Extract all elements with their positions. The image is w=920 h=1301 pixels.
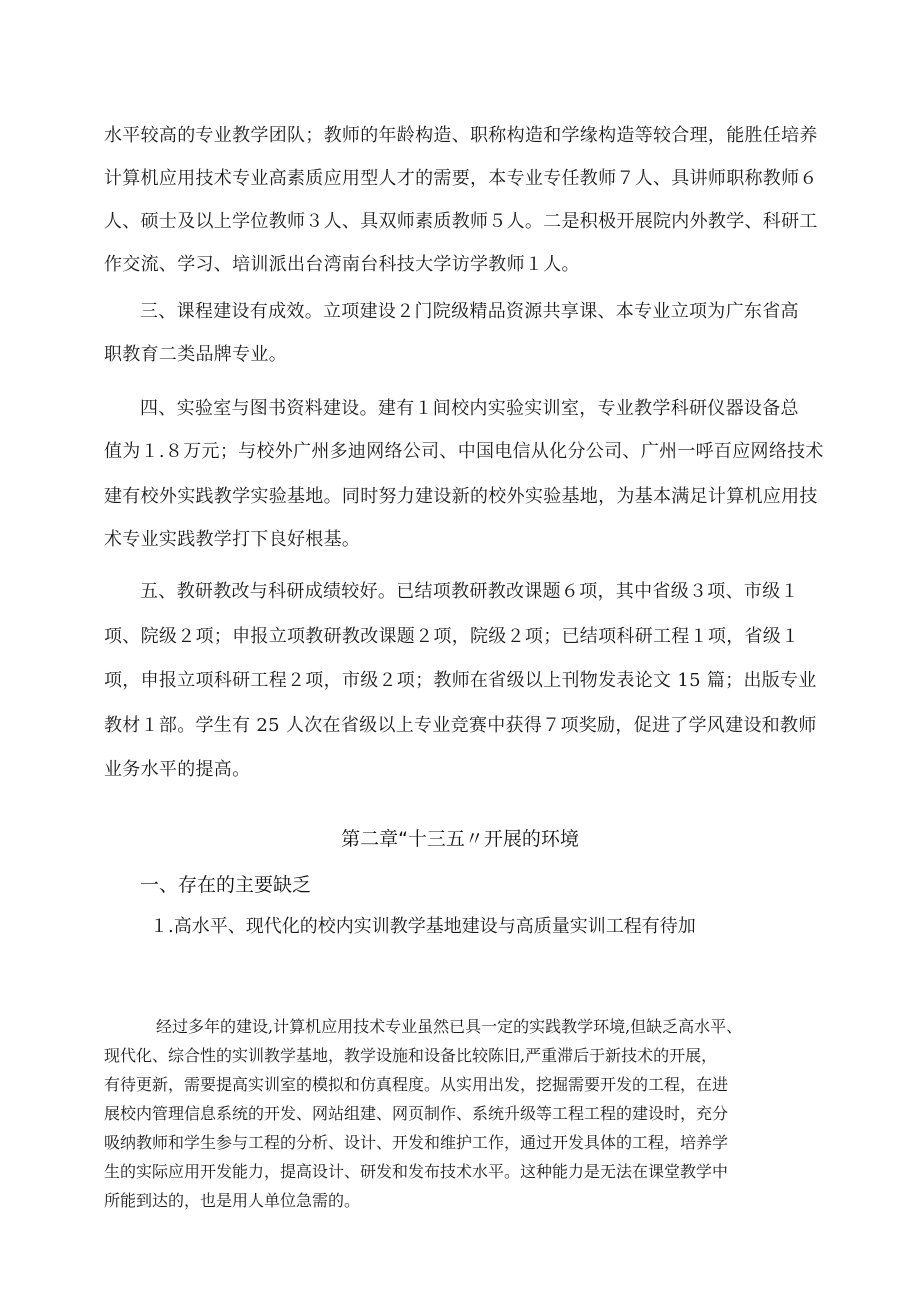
paragraph-3-line-2: 值为１.８万元；与校外广州多迪网络公司、中国电信从化分公司、广州一呼百应网络技术 bbox=[104, 441, 824, 462]
paragraph-5-line-4: 展校内管理信息系统的开发、网站组建、网页制作、系统升级等工程工程的建设时，充分 bbox=[104, 1104, 729, 1123]
paragraph-5-line-3: 有待更新，需要提高实训室的模拟和仿真程度。从实用出发，挖掘需要开发的工程，在进 bbox=[104, 1075, 729, 1094]
paragraph-3-line-1: 四、实验室与图书资料建设。建有１间校内实验实训室，专业教学科研仪器设备总 bbox=[140, 398, 799, 419]
paragraph-4-line-5: 业务水平的提高。 bbox=[104, 759, 251, 780]
paragraph-4-line-4: 教材１部。学生有 25 人次在省级以上专业竞赛中获得７项奖励，促进了学风建设和教师 bbox=[104, 715, 817, 736]
paragraph-5-line-2: 现代化、综合性的实训教学基地，教学设施和设备比较陈旧,严重滞后于新技术的开展， bbox=[104, 1046, 718, 1065]
paragraph-5-line-1: 经过多年的建设,计算机应用技术专业虽然已具一定的实践教学环境,但缺乏高水平、 bbox=[156, 1017, 743, 1036]
paragraph-1-line-1: 水平较高的专业教学团队；教师的年龄构造、职称构造和学缘构造等较合理，能胜任培养 bbox=[104, 125, 818, 146]
paragraph-5-line-7: 所能到达的，也是用人单位急需的。 bbox=[104, 1191, 361, 1210]
subsection-title: １.高水平、现代化的校内实训教学基地建设与高质量实训工程有待加 bbox=[150, 916, 696, 937]
paragraph-3-line-3: 建有校外实践教学实验基地。同时努力建设新的校外实验基地，为基本满足计算机应用技 bbox=[104, 486, 818, 507]
paragraph-1-line-3: 人、硕士及以上学位教师３人、具双师素质教师５人。二是积极开展院内外教学、科研工 bbox=[104, 211, 818, 232]
section-title: 一、存在的主要缺乏 bbox=[140, 874, 312, 896]
paragraph-5-line-6: 生的实际应用开发能力，提高设计、研发和发布技术水平。这种能力是无法在课堂教学中 bbox=[104, 1162, 729, 1181]
chapter-title: 第二章“十三五〃开展的环境 bbox=[341, 828, 579, 850]
paragraph-4-line-3: 项，申报立项科研工程２项，市级２项；教师在省级以上刊物发表论文 15 篇；出版专业 bbox=[104, 670, 817, 691]
paragraph-4-line-2: 项、院级２项；申报立项教研教改课题２项，院级２项；已结项科研工程１项，省级１ bbox=[104, 626, 800, 647]
paragraph-1-line-2: 计算机应用技术专业高素质应用型人才的需要，本专业专任教师７人、具讲师职称教师６ bbox=[104, 168, 818, 189]
paragraph-2-line-2: 职教育二类品牌专业。 bbox=[104, 344, 287, 365]
paragraph-2-line-1: 三、课程建设有成效。立项建设２门院级精品资源共享课、本专业立项为广东省高 bbox=[140, 301, 799, 322]
paragraph-1-line-4: 作交流、学习、培训派出台湾南台科技大学访学教师１人。 bbox=[104, 254, 580, 275]
paragraph-4-line-1: 五、教研教改与科研成绩较好。已结项教研教改课题６项，其中省级３项、市级１ bbox=[140, 581, 799, 602]
paragraph-5-line-5: 吸纳教师和学生参与工程的分析、设计、开发和维护工作，通过开发具体的工程，培养学 bbox=[104, 1133, 729, 1152]
paragraph-3-line-4: 术专业实践教学打下良好根基。 bbox=[104, 529, 361, 550]
